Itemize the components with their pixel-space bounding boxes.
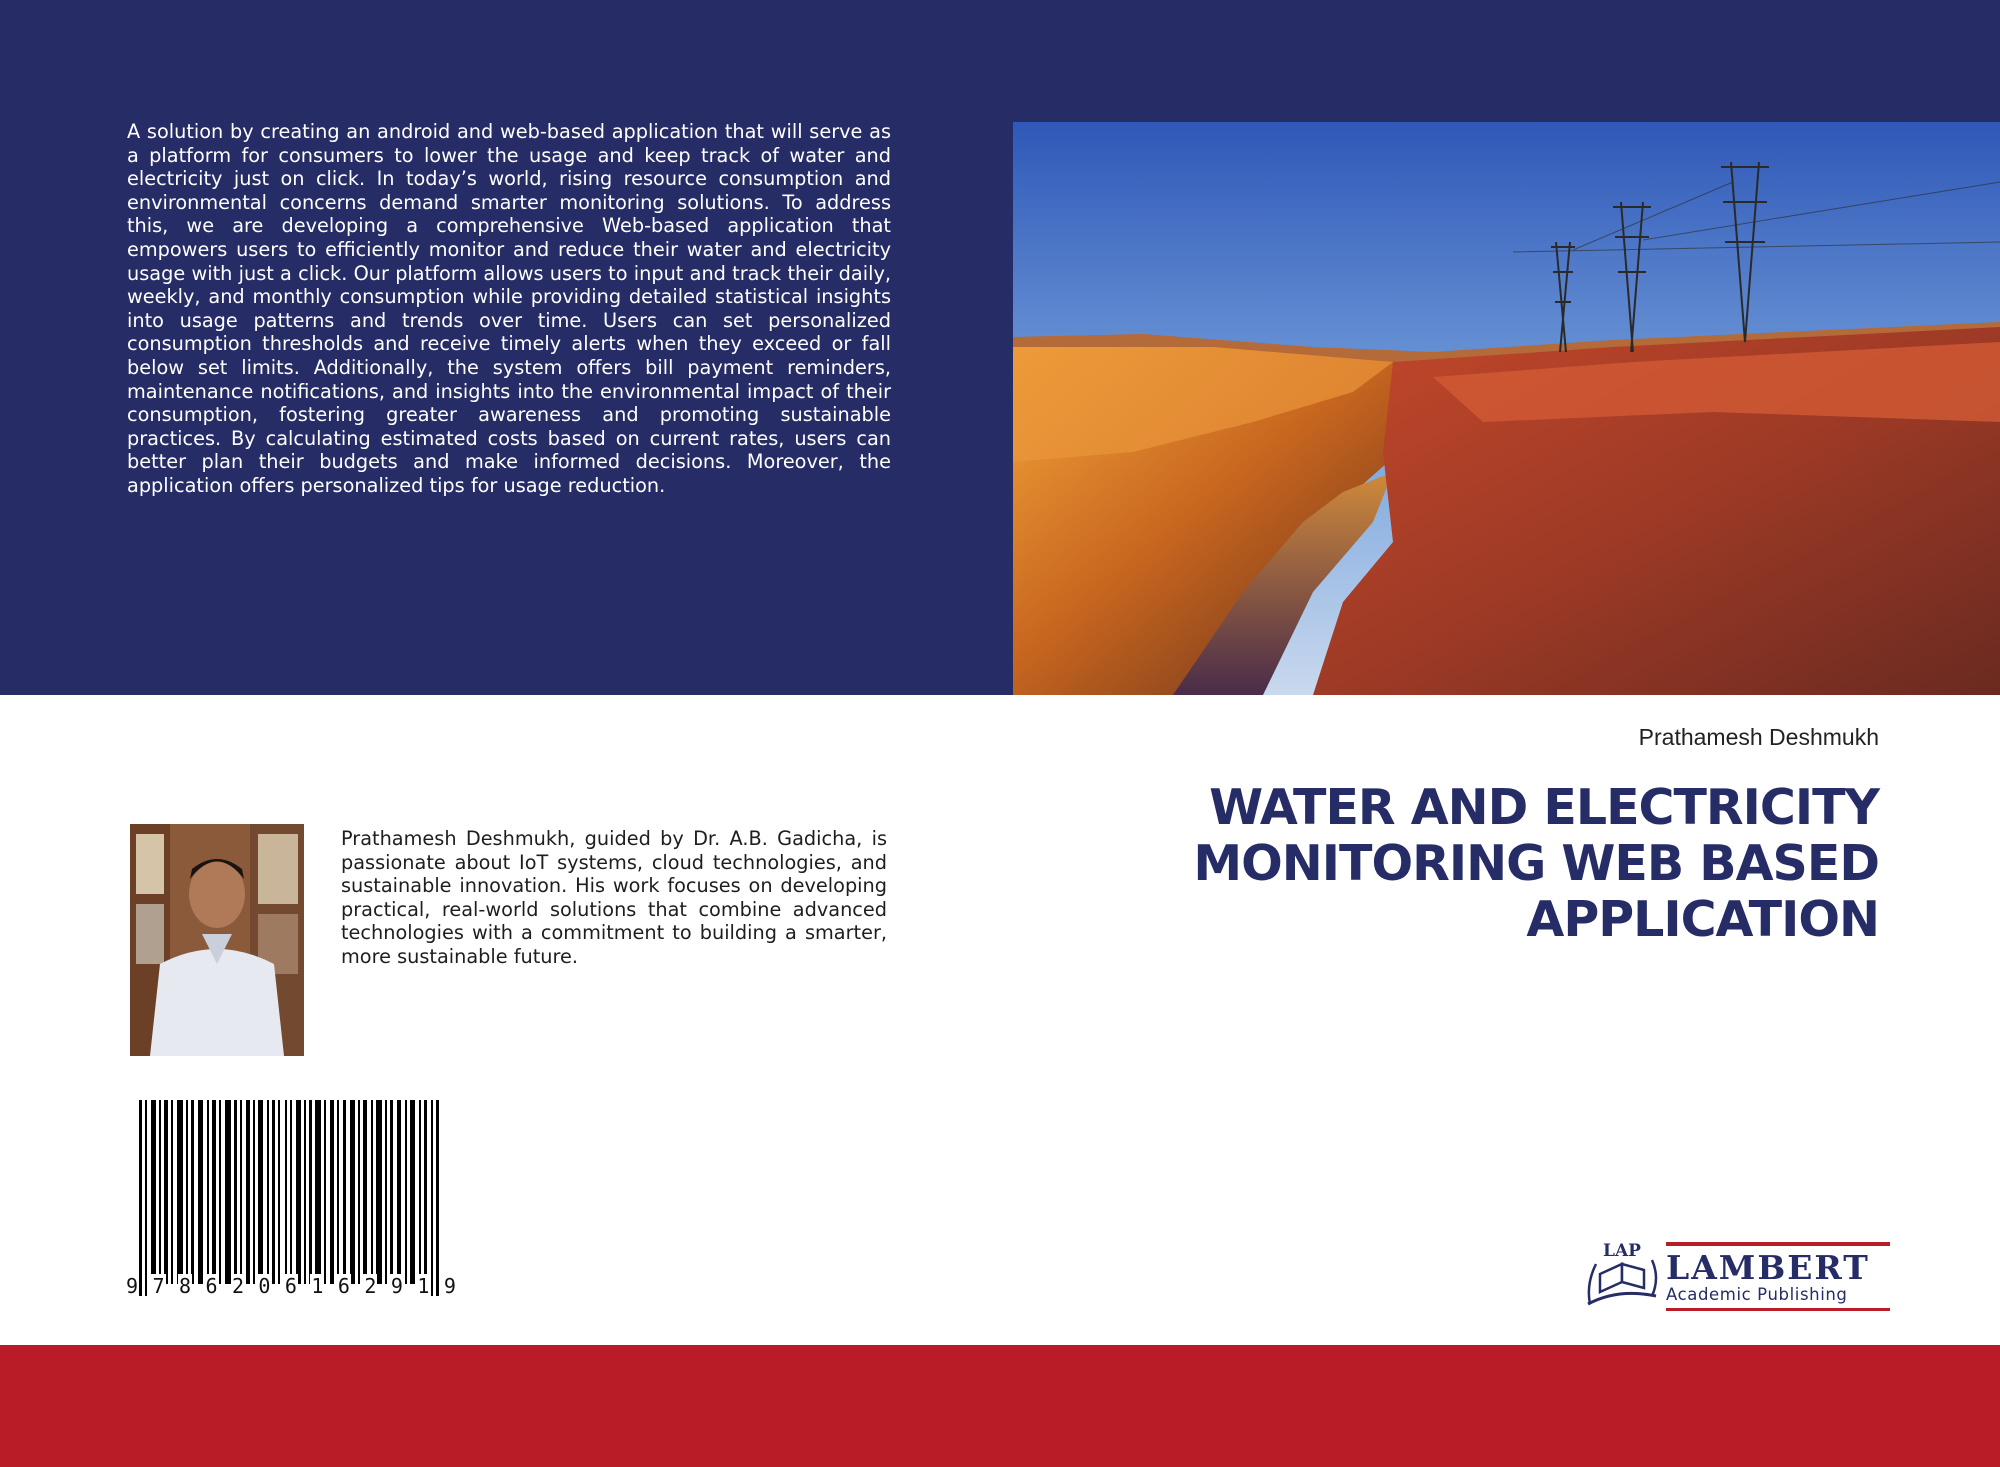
- publisher-subtitle: Academic Publishing: [1666, 1285, 1848, 1304]
- isbn-digit: 9: [390, 1274, 403, 1298]
- isbn-digit: 7: [152, 1274, 165, 1298]
- red-bottom-band: [0, 1345, 2000, 1467]
- publisher-brand: LAMBERT: [1666, 1248, 1870, 1287]
- isbn-digit: 9: [443, 1274, 456, 1298]
- lap-emblem-text: LAP: [1603, 1241, 1641, 1261]
- logo-rule-bottom: [1666, 1308, 1890, 1311]
- book-title: WATER AND ELECTRICITY MONITORING WEB BASED APPLICATION: [1193, 779, 1879, 948]
- cover-photo: [1013, 122, 2000, 695]
- isbn-digit: 2: [231, 1274, 244, 1298]
- isbn-barcode: [125, 1096, 460, 1302]
- cover-author-name: Prathamesh Deshmukh: [1638, 724, 1879, 750]
- isbn-digit: 6: [337, 1274, 350, 1298]
- logo-rule-top: [1666, 1242, 1890, 1246]
- isbn-digits: [125, 1274, 457, 1298]
- publisher-logo: [1666, 1242, 1890, 1311]
- author-bio: Prathamesh Deshmukh, guided by Dr. A.B. Gadicha, is passionate about IoT systems, cloud technologies, and sustainable innovation. His work focuses on developing practical, real-world solutions that combine advanced technologies with a commitment to building a smarter, more sustainable future.: [341, 827, 887, 968]
- isbn-digit: 8: [178, 1274, 192, 1298]
- isbn-digit: 9: [126, 1274, 139, 1298]
- isbn-digit: 2: [364, 1274, 377, 1298]
- isbn-digit: 1: [311, 1274, 324, 1298]
- back-cover-blurb: A solution by creating an android and web-based application that will serve as a platform for consumers to lower the usage and keep track of water and electricity just on click. In today’s world, rising resource consumption and environmental concerns demand smarter monitoring solutions. To address this, we are developing a comprehensive Web-based application that empowers users to efficiently monitor and reduce their water and electricity usage with just a click. Our platform allows users to input and track their daily, weekly, and monthly consumption while providing detailed statistical insights into usage patterns and trends over time. Users can set personalized consumption thresholds and receive timely alerts when they exceed or fall below set limits. Additionally, the system offers bill payment reminders, maintenance notifications, and insights into the environmental impact of their consumption, fostering greater awareness and promoting sustainable practices. By calculating estimated costs based on current rates, users can better plan their budgets and make informed decisions. Moreover, the application offers personalized tips for usage reduction.: [127, 120, 891, 497]
- author-photo: [130, 824, 304, 1056]
- isbn-digit: 6: [284, 1274, 297, 1298]
- isbn-digit: 0: [258, 1274, 271, 1298]
- isbn-digit: 6: [205, 1274, 218, 1298]
- isbn-digit: 1: [417, 1274, 430, 1298]
